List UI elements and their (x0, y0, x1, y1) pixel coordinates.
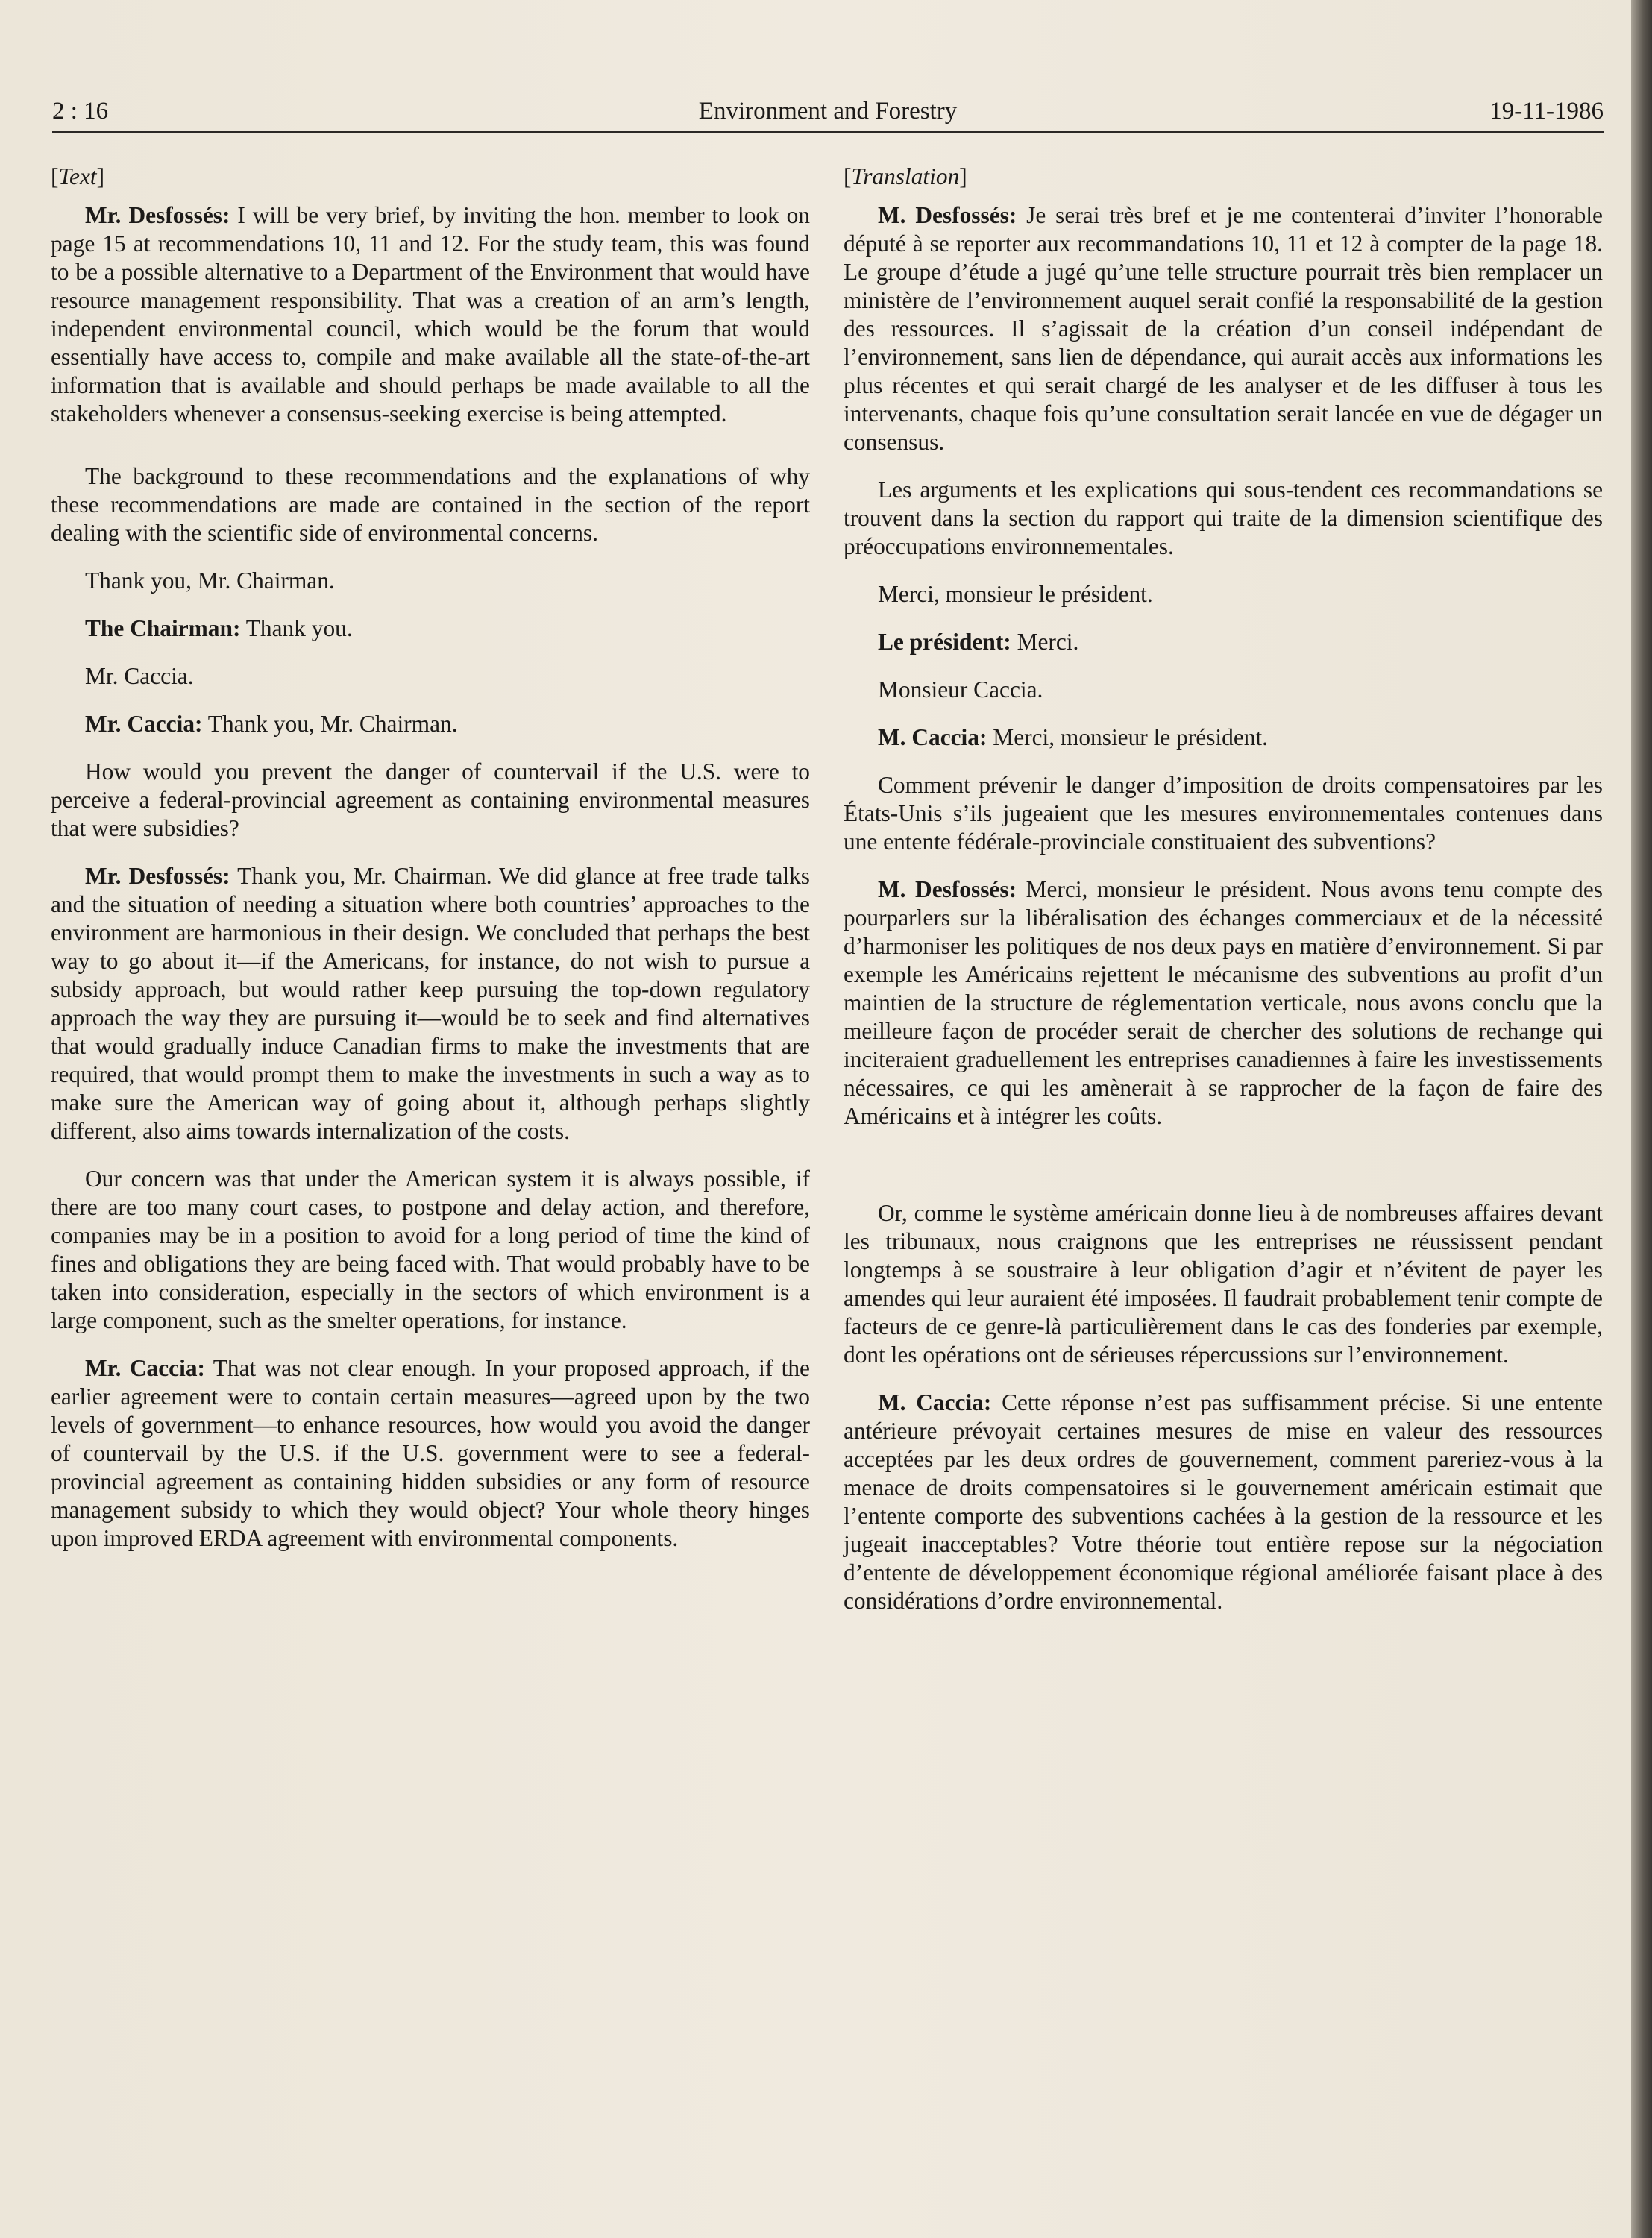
speaker: Le président: (878, 629, 1011, 655)
english-column (51, 163, 810, 1553)
paragraph-gap (844, 1131, 1603, 1165)
running-header (52, 88, 1604, 133)
speaker: Mr. Caccia: (85, 1355, 205, 1381)
session-date: 19-11-1986 (1489, 98, 1604, 125)
paragraph-gap (51, 428, 810, 462)
paragraph: How would you prevent the danger of countervail if the U.S. were to perceive a federal-provincial agreement as containing environmental measures that were subsidies? (51, 758, 810, 841)
paragraph: Monsieur Caccia. (878, 676, 1043, 702)
paragraph: Merci, monsieur le président. (878, 581, 1153, 607)
paragraph: Le président: Merci. (878, 629, 1079, 655)
paragraph: The Chairman: Thank you. (85, 615, 353, 641)
paragraph: Mr. Caccia. (85, 663, 194, 689)
speaker: Mr. Desfossés: (85, 202, 230, 228)
paragraph: M. Desfossés: Je serai très bref et je me contenterai d’inviter l’honorable député à se reporter aux recommandations 10, 11 et 12 à compter de la page 18. Le groupe d’étude a jugé qu’une telle structure pourrait très bien remplacer un ministère de l’environnement auquel serait confié la responsabilité de la gestion des ressources. Il s’agissait de la création d’un conseil indépendant de l’environnement, sans lien de dépendance, qui aurait accès aux informations les plus récentes et qui serait chargé de les analyser et de les diffuser à tous les intervenants, chaque fois qu’une consultation serait lancée en vue de dégager un consensus. (844, 202, 1603, 455)
speaker: Mr. Caccia: (85, 711, 203, 737)
french-column (844, 163, 1603, 1615)
speaker: M. Desfossés: (878, 202, 1017, 228)
paragraph: M. Caccia: Cette réponse n’est pas suffisamment précise. Si une entente antérieure prévoyait certaines mesures de mise en valeur des ressources acceptées par les deux ordres de gouvernement, comment pareriez-vous à la menace de droits compensatoires si le gouvernement américain estimait que l’entente comporte des subventions cachées à la gestion de la ressource et les jugeait inacceptables? Votre théorie tout entière repose sur la négociation d’entente de développement économique régional améliorée faisant place à des considérations d’ordre environnemental. (844, 1389, 1603, 1614)
paragraph: M. Desfossés: Merci, monsieur le président. Nous avons tenu compte des pourparlers sur la libéralisation des échanges commerciaux et de la nécessité d’harmoniser les politiques de nos deux pays en matière d’environnement. Si par exemple les Américains rejettent le mécanisme des subventions au profit d’un maintien de la structure de réglementation verticale, nous avons conclu que la meilleure façon de procéder serait de chercher des solutions de rechange qui inciteraient graduellement les entreprises canadiennes à faire les investissements nécessaires, ce qui les amènerait à se rapprocher de la façon de faire des Américains et à intégrer les coûts. (844, 876, 1603, 1129)
paragraph: Mr. Desfossés: I will be very brief, by inviting the hon. member to look on page 15 at recommendations 10, 11 and 12. For the study team, this was found to be a possible alternative to a Department of the Environment that would have resource management responsibility. That was a creation of an arm’s length, independent environmental council, which would be the forum that would essentially have access to, compile and make available all the state-of-the-art information that is available and should perhaps be made available to all the stakeholders whenever a consensus-seeking exercise is being attempted. (51, 202, 810, 427)
page-number: 2 : 16 (52, 98, 109, 125)
publication-title: Environment and Forestry (698, 98, 958, 125)
english-tag: [Text] (51, 163, 105, 189)
paragraph: Les arguments et les explications qui sous-tendent ces recommandations se trouvent dans la section du rapport qui traite de la dimension scientifique des préoccupations environnementales. (844, 477, 1603, 559)
speaker: M. Desfossés: (878, 876, 1017, 902)
speaker: M. Caccia: (878, 724, 987, 750)
paragraph: Or, comme le système américain donne lieu à de nombreuses affaires devant les tribunaux, nous craignons que les entreprises ne réussissent pendant longtemps à se soustraire à leur obligation d’agir et n’évitent de payer les amendes qui leur auraient été imposées. Il faudrait probablement tenir compte de facteurs de ce genre-là particulièrement dans le cas des fonderies par exemple, dont les opérations ont de sérieuses répercussions sur l’environnement. (844, 1200, 1603, 1368)
paragraph: The background to these recommendations and the explanations of why these recommendations are made are contained in the section of the report dealing with the scientific side of environmental concerns. (51, 463, 810, 546)
speaker: The Chairman: (85, 615, 241, 641)
paragraph: Mr. Caccia: That was not clear enough. In your proposed approach, if the earlier agreement were to contain certain measures—agreed upon by the two levels of government—to enhance resources, how would you avoid the danger of countervail by the U.S. if the U.S. government were to see a federal-provincial agreement as containing hidden subsidies or any form of resource management subsidy to which they would object? Your whole theory hinges upon improved ERDA agreement with environmental components. (51, 1355, 810, 1551)
paragraph: Thank you, Mr. Chairman. (85, 568, 335, 594)
speaker: M. Caccia: (878, 1389, 992, 1415)
paragraph: Mr. Desfossés: Thank you, Mr. Chairman. We did glance at free trade talks and the situation of needing a situation where both countries’ approaches to the environment are harmonious in their design. We concluded that perhaps the best way to go about it—if the Americans, for instance, do not wish to pursue a subsidy approach, but would rather keep pursuing the top-down regulatory approach the way they are pursuing it—would be to seek and find alternatives that would gradually induce Canadian firms to make the investments that are required, that would prompt them to make the investments in such a way as to make sure the American way of going about it, although perhaps slightly different, also aims towards internalization of the costs. (51, 863, 811, 1144)
binding-edge (1631, 0, 1652, 2238)
paragraph: M. Caccia: Merci, monsieur le président. (878, 724, 1269, 750)
paragraph: Our concern was that under the American system it is always possible, if there are too many court cases, to postpone and delay action, and therefore, companies may be in a position to avoid for a long period of time the kind of fines and obligations they are being faced with. That would probably have to be taken into consideration, especially in the sectors of which environment is a large component, such as the smelter operations, for instance. (51, 1166, 810, 1333)
paragraph: Mr. Caccia: Thank you, Mr. Chairman. (85, 711, 458, 737)
paragraph-gap (844, 1165, 1603, 1199)
french-tag: [Translation] (844, 163, 967, 189)
paragraph: Comment prévenir le danger d’imposition de droits compensatoires par les États-Unis s’ils jugeaient que les mesures environnementales contenues dans une entente fédérale-provinciale constituaient des subventions? (844, 772, 1603, 855)
speaker: Mr. Desfossés: (85, 863, 230, 889)
